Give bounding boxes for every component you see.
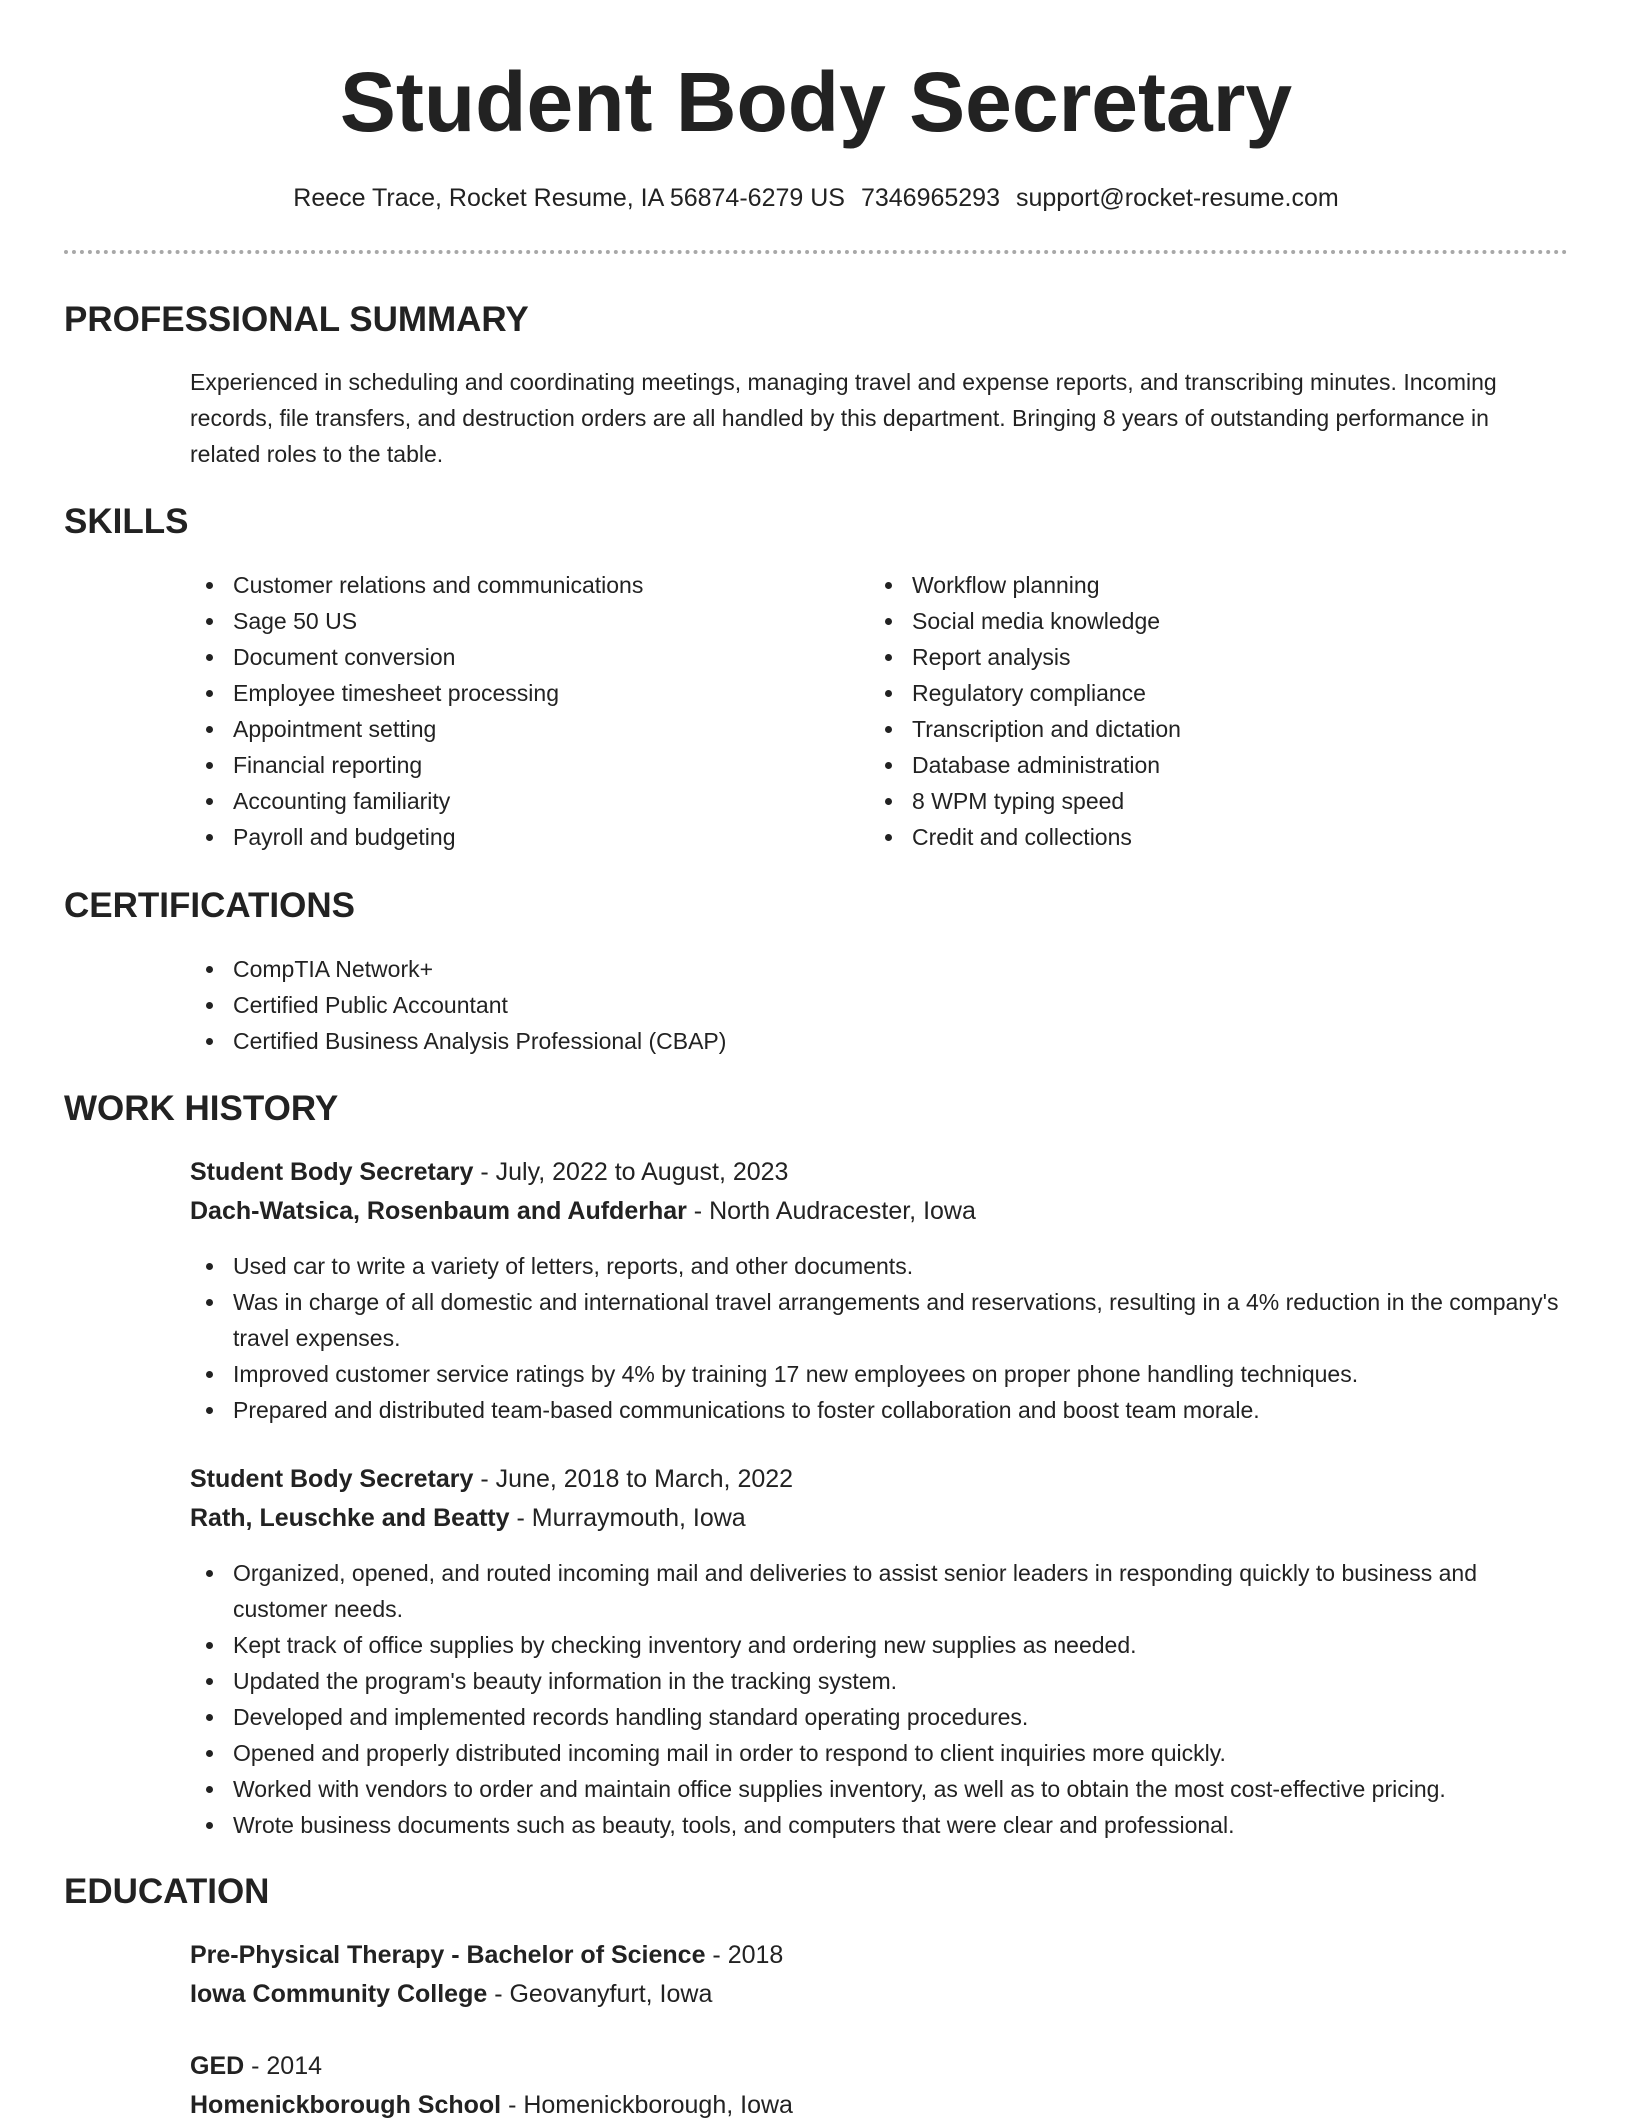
skill-item: Accounting familiarity <box>190 783 830 819</box>
education-school-line <box>190 1975 1570 2014</box>
contact-address: Reece Trace, Rocket Resume, IA 56874-6279 US <box>293 184 845 212</box>
job-company-line <box>190 1499 1570 1538</box>
skill-item: Payroll and budgeting <box>190 819 830 855</box>
job-bullet: Worked with vendors to order and maintain office supplies inventory, as well as to obtain the most cost-effective pricing. <box>190 1771 1570 1807</box>
job-bullet: Organized, opened, and routed incoming mail and deliveries to assist senior leaders in responding quickly to business and customer needs. <box>190 1555 1570 1627</box>
education-degree-line <box>190 2047 1570 2086</box>
education-entry <box>190 1936 1570 2014</box>
resume-name: Student Body Secretary <box>339 55 1293 149</box>
skill-item: 8 WPM typing speed <box>869 783 1509 819</box>
certification-item: CompTIA Network+ <box>190 951 1570 987</box>
job-bullets <box>190 1555 1570 1843</box>
skills-column-right <box>869 567 1509 855</box>
skills-list-left <box>190 567 830 855</box>
education-degree: Pre-Physical Therapy - Bachelor of Science <box>190 1941 706 1969</box>
skill-item: Financial reporting <box>190 747 830 783</box>
education-year: - 2014 <box>244 2052 323 2080</box>
job-dates: - July, 2022 to August, 2023 <box>473 1158 789 1186</box>
skill-item: Social media knowledge <box>869 603 1509 639</box>
job-entry <box>190 1460 1570 1538</box>
job-bullet: Improved customer service ratings by 4% by training 17 new employees on proper phone handling techniques. <box>190 1356 1570 1392</box>
job-role: Student Body Secretary <box>190 1158 474 1186</box>
education-year: - 2018 <box>705 1941 784 1969</box>
section-title-certifications: CERTIFICATIONS <box>64 886 356 925</box>
education-school: Iowa Community College <box>190 1980 488 2008</box>
skill-item: Report analysis <box>869 639 1509 675</box>
job-location: - North Audracester, Iowa <box>686 1197 976 1225</box>
education-entry <box>190 2047 1570 2125</box>
contact-line <box>0 180 1632 216</box>
job-bullet: Kept track of office supplies by checking inventory and ordering new supplies as needed. <box>190 1627 1570 1663</box>
job-title-line <box>190 1153 1570 1192</box>
section-title-skills: SKILLS <box>64 502 189 541</box>
job-company: Rath, Leuschke and Beatty <box>190 1504 510 1532</box>
job-bullets-block <box>190 1248 1570 1428</box>
skill-item: Employee timesheet processing <box>190 675 830 711</box>
job-bullet: Updated the program's beauty information in the tracking system. <box>190 1663 1570 1699</box>
education-degree-line <box>190 1936 1570 1975</box>
summary-block <box>190 364 1560 472</box>
job-bullet: Prepared and distributed team-based communications to foster collaboration and boost team morale. <box>190 1392 1570 1428</box>
skills-column-left <box>190 567 830 855</box>
job-bullets-block <box>190 1555 1570 1843</box>
skill-item: Sage 50 US <box>190 603 830 639</box>
skill-item: Regulatory compliance <box>869 675 1509 711</box>
skills-list-right <box>869 567 1509 855</box>
job-dates: - June, 2018 to March, 2022 <box>473 1465 794 1493</box>
job-bullet: Developed and implemented records handling standard operating procedures. <box>190 1699 1570 1735</box>
education-school-line <box>190 2086 1570 2125</box>
education-location: - Homenickborough, Iowa <box>501 2091 793 2119</box>
summary-text: Experienced in scheduling and coordinating meetings, managing travel and expense reports, and transcribing minutes. Incoming records, file transfers, and destruction orders are all handled by this department. Bringing 8 years of outstanding performance in related roles to the table. <box>190 369 1497 467</box>
contact-email: support@rocket-resume.com <box>1016 184 1339 212</box>
certifications-list <box>190 951 1570 1059</box>
skill-item: Database administration <box>869 747 1509 783</box>
skill-item: Credit and collections <box>869 819 1509 855</box>
education-location: - Geovanyfurt, Iowa <box>487 1980 713 2008</box>
job-bullet: Wrote business documents such as beauty, tools, and computers that were clear and professional. <box>190 1807 1570 1843</box>
job-title-line <box>190 1460 1570 1499</box>
skill-item: Workflow planning <box>869 567 1509 603</box>
section-title-summary: PROFESSIONAL SUMMARY <box>64 300 529 339</box>
job-role: Student Body Secretary <box>190 1465 474 1493</box>
skill-item: Document conversion <box>190 639 830 675</box>
job-location: - Murraymouth, Iowa <box>509 1504 746 1532</box>
job-bullets <box>190 1248 1570 1428</box>
job-entry <box>190 1153 1570 1231</box>
job-bullet: Opened and properly distributed incoming mail in order to respond to client inquiries more quickly. <box>190 1735 1570 1771</box>
job-company: Dach-Watsica, Rosenbaum and Aufderhar <box>190 1197 687 1225</box>
job-company-line <box>190 1192 1570 1231</box>
certifications-block <box>190 951 1570 1059</box>
skill-item: Transcription and dictation <box>869 711 1509 747</box>
section-title-education: EDUCATION <box>64 1872 270 1911</box>
certification-item: Certified Public Accountant <box>190 987 1570 1023</box>
skill-item: Customer relations and communications <box>190 567 830 603</box>
job-bullet: Was in charge of all domestic and international travel arrangements and reservations, resulting in a 4% reduction in the company's travel expenses. <box>190 1284 1570 1356</box>
job-bullet: Used car to write a variety of letters, reports, and other documents. <box>190 1248 1570 1284</box>
education-school: Homenickborough School <box>190 2091 502 2119</box>
certification-item: Certified Business Analysis Professional (CBAP) <box>190 1023 1570 1059</box>
skill-item: Appointment setting <box>190 711 830 747</box>
section-title-work-history: WORK HISTORY <box>64 1089 339 1128</box>
education-degree: GED <box>190 2052 245 2080</box>
header-divider <box>64 250 1568 254</box>
contact-phone: 7346965293 <box>860 184 1000 212</box>
